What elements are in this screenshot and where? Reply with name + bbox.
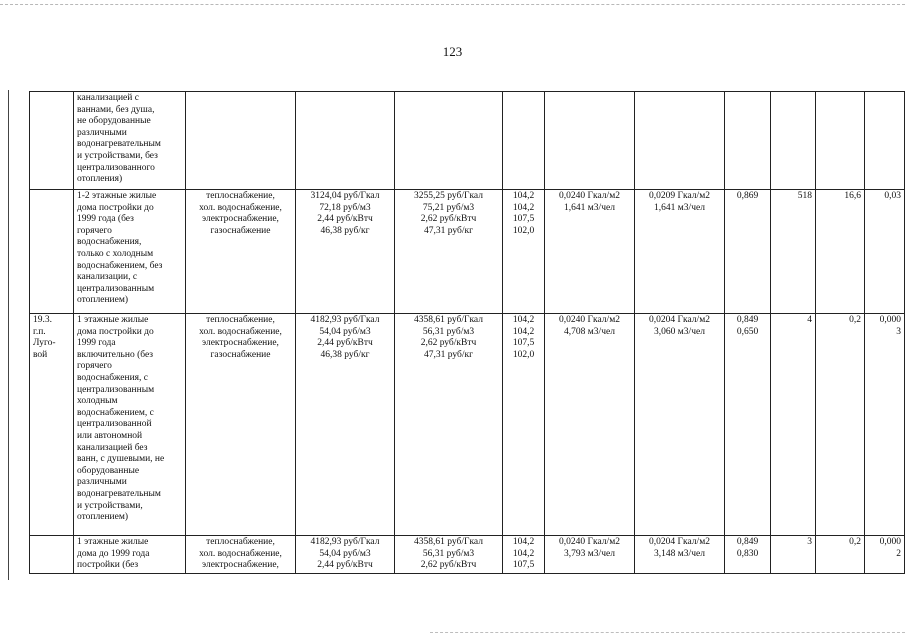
cell-text-line: водоснабжением, без — [77, 260, 163, 271]
table-row — [30, 190, 905, 314]
cell-text-line: 102,0 — [512, 349, 535, 360]
cell-text-line: отоплением) — [77, 295, 129, 306]
cell-text-line: 3 — [896, 326, 901, 337]
cell-text-line: 4182,93 руб/Гкал — [310, 537, 380, 547]
cell-text-line: водоснабжением, с — [77, 407, 154, 418]
cell-text-line: хол. водоснабжение, — [199, 548, 282, 559]
tariff-2-cell — [395, 190, 503, 314]
cell-text-line: и устройствами, — [77, 500, 143, 511]
cell-text-line: хол. водоснабжение, — [199, 202, 282, 213]
index-cell — [503, 314, 545, 536]
cell-text-line: 104,2 — [512, 537, 535, 547]
cell-text-line: 0,869 — [736, 191, 759, 201]
cell-text-line: отоплением) — [77, 512, 129, 523]
cell-text-line: вой — [33, 349, 48, 360]
value-cell — [816, 536, 865, 574]
cell-text-line: оборудованные — [77, 465, 140, 476]
cell-text-line: 2,44 руб/кВтч — [317, 560, 373, 571]
cell-text-line: 107,5 — [512, 560, 535, 571]
cell-text-line: 104,2 — [512, 191, 535, 201]
page-number: 123 — [442, 44, 463, 59]
cell-text-line: 104,2 — [512, 315, 535, 325]
cell-text-line: горячего — [77, 225, 112, 236]
cell-text-line: 56,31 руб/м3 — [422, 326, 475, 337]
norm-1-cell — [545, 190, 635, 314]
cell-text-line: 1-2 этажные жилые — [77, 191, 157, 201]
services-cell — [186, 92, 296, 190]
cell-text-line: водонагревательным — [77, 488, 161, 499]
cell-text-line: газоснабжение — [210, 225, 271, 236]
table-body — [30, 92, 905, 574]
cell-text-line: электроснабжение, — [202, 560, 279, 571]
cell-text-line: водонагревательным — [77, 139, 161, 150]
cell-text-line: централизованного — [77, 162, 155, 173]
cell-text-line: холодным — [77, 396, 118, 407]
cell-text-line: централизованным — [77, 384, 155, 395]
cell-text-line: 2,62 руб/кВтч — [420, 560, 477, 571]
cell-text-line: 104,2 — [512, 202, 535, 213]
count-cell — [771, 314, 816, 536]
last-value-cell — [865, 536, 905, 574]
cell-text-line: 2,44 руб/кВтч — [317, 214, 373, 225]
description-cell — [74, 314, 186, 536]
cell-text-line: 3,060 м3/чел — [654, 326, 705, 337]
cell-text-line: различными — [77, 127, 127, 138]
cell-text-line: включительно (без — [77, 349, 154, 360]
cell-text-line: 1,641 м3/чел — [564, 202, 615, 213]
index-cell — [503, 190, 545, 314]
tariff-2-cell — [395, 314, 503, 536]
cell-text-line: или автономной — [77, 430, 143, 441]
cell-text-line: канализации, с — [77, 272, 138, 283]
cell-text-line: 2,62 руб/кВтч — [420, 214, 477, 225]
cell-text-line: электроснабжение, — [202, 214, 279, 225]
last-value-cell — [865, 190, 905, 314]
norm-1-cell — [545, 536, 635, 574]
cell-text-line: 3,793 м3/чел — [564, 548, 615, 559]
cell-text-line: 1,641 м3/чел — [654, 202, 705, 213]
scan-edge-top — [0, 4, 905, 13]
cell-text-line: хол. водоснабжение, — [199, 326, 282, 337]
cell-text-line: 1 этажные жилые — [77, 315, 149, 325]
cell-text-line: 3 — [807, 537, 812, 547]
services-cell — [186, 314, 296, 536]
cell-text-line: различными — [77, 477, 127, 488]
cell-text-line: 4358,61 руб/Гкал — [414, 537, 483, 547]
description-cell — [74, 92, 186, 190]
cell-text-line: и устройствами, без — [77, 150, 158, 161]
norm-2-cell — [635, 92, 725, 190]
cell-text-line: ваннами, без душа, — [77, 104, 155, 115]
tariff-2-cell — [395, 92, 503, 190]
cell-text-line: 0,849 — [736, 537, 759, 547]
cell-text-line: 0,0204 Гкал/м2 — [649, 315, 710, 325]
cell-text-line: 104,2 — [512, 548, 535, 559]
cell-text-line: электроснабжение, — [202, 338, 279, 349]
settlement-cell — [30, 190, 74, 314]
cell-text-line: 107,5 — [512, 338, 535, 349]
cell-text-line: 104,2 — [512, 326, 535, 337]
last-value-cell — [865, 92, 905, 190]
cell-text-line: не оборудованные — [77, 116, 151, 127]
norm-1-cell — [545, 314, 635, 536]
cell-text-line: 0,0209 Гкал/м2 — [649, 191, 710, 201]
cell-text-line: теплоснабжение, — [206, 537, 275, 547]
last-value-cell — [865, 314, 905, 536]
tariff-2-cell — [395, 536, 503, 574]
cell-text-line: 56,31 руб/м3 — [422, 548, 475, 559]
description-cell — [74, 536, 186, 574]
count-cell — [771, 536, 816, 574]
cell-text-line: только с холодным — [77, 248, 154, 259]
cell-text-line: 1999 года — [77, 338, 116, 349]
cell-text-line: 3124,04 руб/Гкал — [310, 191, 380, 201]
cell-text-line: дома постройки до — [77, 326, 154, 337]
cell-text-line: 0,0240 Гкал/м2 — [559, 315, 620, 325]
cell-text-line: 16,6 — [844, 191, 861, 201]
cell-text-line: отопления) — [77, 174, 123, 185]
tariff-1-cell — [296, 536, 395, 574]
cell-text-line: водоснабжения, с — [77, 372, 148, 383]
cell-text-line: 0,2 — [849, 537, 861, 547]
cell-text-line: 0,0204 Гкал/м2 — [649, 537, 710, 547]
cell-text-line: канализацией с — [77, 93, 139, 103]
cell-text-line: 518 — [797, 191, 812, 201]
cell-text-line: 4358,61 руб/Гкал — [414, 315, 483, 325]
index-cell — [503, 92, 545, 190]
cell-text-line: 3,148 м3/чел — [654, 548, 705, 559]
cell-text-line: 0,0240 Гкал/м2 — [559, 537, 620, 547]
cell-text-line: 0,03 — [884, 191, 901, 201]
count-cell — [771, 190, 816, 314]
cell-text-line: 47,31 руб/кг — [424, 225, 473, 236]
coefficient-cell — [725, 536, 771, 574]
count-cell — [771, 92, 816, 190]
cell-text-line: 54,04 руб/м3 — [319, 548, 371, 559]
settlement-cell — [30, 92, 74, 190]
cell-text-line: 2 — [896, 548, 901, 559]
cell-text-line: дома до 1999 года — [77, 548, 150, 559]
cell-text-line: 4,708 м3/чел — [564, 326, 615, 337]
cell-text-line: 0,000 — [879, 537, 901, 547]
norm-2-cell — [635, 536, 725, 574]
tariff-1-cell — [296, 314, 395, 536]
cell-text-line: 4182,93 руб/Гкал — [310, 315, 380, 325]
cell-text-line: централизованным — [77, 283, 155, 294]
norm-1-cell — [545, 92, 635, 190]
table-row — [30, 536, 905, 574]
index-cell — [503, 536, 545, 574]
cell-text-line: 0,830 — [736, 548, 759, 559]
coefficient-cell — [725, 314, 771, 536]
cell-text-line: 0,0240 Гкал/м2 — [559, 191, 620, 201]
cell-text-line: 0,849 — [736, 315, 759, 325]
cell-text-line: 1 этажные жилые — [77, 537, 149, 547]
cell-text-line: газоснабжение — [210, 349, 271, 360]
cell-text-line: 0,000 — [879, 315, 901, 325]
value-cell — [816, 190, 865, 314]
cell-text-line: 107,5 — [512, 214, 535, 225]
tariff-1-cell — [296, 190, 395, 314]
cell-text-line: 54,04 руб/м3 — [319, 326, 371, 337]
cell-text-line: теплоснабжение, — [206, 315, 275, 325]
cell-text-line: дома постройки до — [77, 202, 154, 213]
services-cell — [186, 190, 296, 314]
cell-text-line: централизованной — [77, 419, 152, 430]
cell-text-line: 0,650 — [736, 326, 759, 337]
cell-text-line: 102,0 — [512, 225, 535, 236]
coefficient-cell — [725, 92, 771, 190]
table-row — [30, 92, 905, 190]
settlement-cell — [30, 536, 74, 574]
cell-text-line: теплоснабжение, — [206, 191, 275, 201]
cell-text-line: 75,21 руб/м3 — [422, 202, 475, 213]
cell-text-line: 2,44 руб/кВтч — [317, 338, 373, 349]
cell-text-line: г.п. — [33, 326, 46, 337]
cell-text-line: 1999 года (без — [77, 214, 134, 225]
cell-text-line: горячего — [77, 361, 112, 372]
tariff-table — [29, 91, 905, 574]
norm-2-cell — [635, 190, 725, 314]
table-row — [30, 314, 905, 536]
settlement-cell — [30, 314, 74, 536]
coefficient-cell — [725, 190, 771, 314]
cell-text-line: 0,2 — [849, 315, 861, 325]
tariff-1-cell — [296, 92, 395, 190]
cell-text-line: 19.3. — [33, 315, 52, 325]
binding-margin-line — [8, 90, 9, 580]
cell-text-line: канализацией без — [77, 442, 148, 453]
cell-text-line: 46,38 руб/кг — [320, 225, 370, 236]
cell-text-line: 72,18 руб/м3 — [319, 202, 371, 213]
description-cell — [74, 190, 186, 314]
services-cell — [186, 536, 296, 574]
scan-edge-bottom — [430, 632, 905, 634]
cell-text-line: 47,31 руб/кг — [424, 349, 473, 360]
norm-2-cell — [635, 314, 725, 536]
cell-text-line: водоснабжения, — [77, 237, 142, 248]
cell-text-line: ванн, с душевыми, не — [77, 454, 165, 465]
cell-text-line: 2,62 руб/кВтч — [420, 338, 477, 349]
cell-text-line: 3255,25 руб/Гкал — [414, 191, 483, 201]
cell-text-line: 46,38 руб/кг — [320, 349, 370, 360]
cell-text-line: 4 — [807, 315, 812, 325]
value-cell — [816, 314, 865, 536]
cell-text-line: Луго- — [33, 338, 56, 349]
value-cell — [816, 92, 865, 190]
cell-text-line: постройки (без — [77, 560, 139, 571]
